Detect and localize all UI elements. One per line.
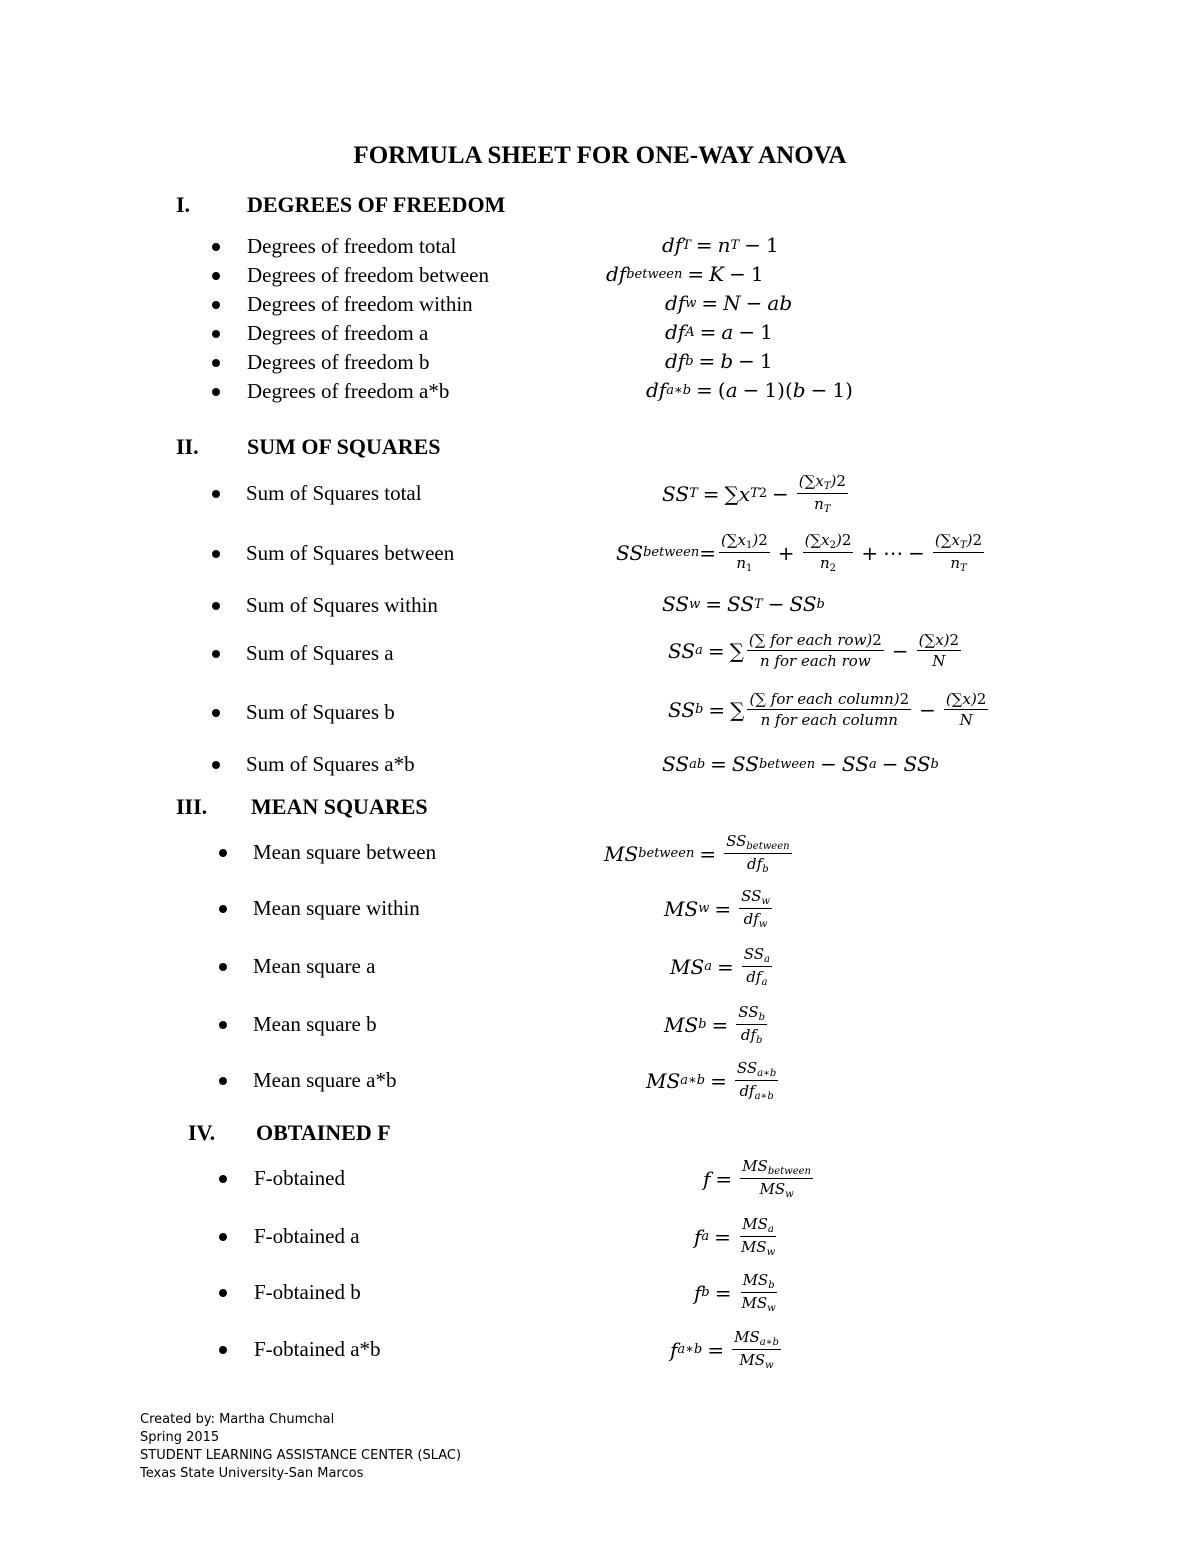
formula-df-between: df between = K − 1 [606,262,764,286]
bullet-icon [212,243,220,251]
formula-ms-between: MS between = $\frac{SS_{between}}{df_b}$ [604,832,790,875]
bullet-icon [219,905,227,913]
list-item: Sum of Squares b [246,700,395,724]
list-item: Sum of Squares a [246,641,394,665]
formula-ss-total: SS T = ∑ x T 2 − $\frac{(\sum x_T)2}{n_T}$ [662,472,846,515]
list-item: Degrees of freedom total [247,234,457,258]
bullet-icon [212,301,220,309]
bullet-icon [219,1289,227,1297]
bullet-icon [219,963,227,971]
list-item: F-obtained a [254,1224,360,1248]
section-number: I. [176,192,191,217]
list-item: Degrees of freedom b [247,350,430,374]
formula-df-a: df A = a − 1 [665,320,773,344]
section-title: MEAN SQUARES [251,794,428,819]
bullet-icon [212,602,220,610]
formula-ss-a: SS a = ∑ $\frac{\text{(∑ for each row)2}}{\text{n for each row}}$ − $\frac{(\sum x)2}{N}$ [668,631,960,670]
formula-ss-between: SS between = $\frac{(\sum x_1)2}{n_1}$ + $\frac{(\sum x_2)2}{n_2}$ + ⋯ − $\frac{(\sum x_T)2}{n_T}$ [616,531,983,574]
list-item: F-obtained [254,1166,345,1190]
bullet-icon [212,388,220,396]
bullet-icon [212,490,220,498]
bullet-icon [219,849,227,857]
list-item: Mean square within [253,896,420,920]
list-item: Degrees of freedom between [247,263,489,287]
section-title: OBTAINED F [256,1120,391,1145]
formula-ss-b: SS b = ∑ $\frac{\text{(∑ for each column)2}}{\text{n for each column}}$ − $\frac{(\sum x)2}{N}$ [668,690,987,729]
list-item: Sum of Squares a*b [246,752,415,776]
bullet-icon [219,1346,227,1354]
bullet-icon [212,272,220,280]
list-item: F-obtained b [254,1280,361,1304]
list-item: Mean square a*b [253,1068,397,1092]
formula-df-total: df T = n T − 1 [662,233,779,257]
footer-term: Spring 2015 [140,1430,220,1445]
list-item: Sum of Squares total [246,481,422,505]
bullet-icon [212,550,220,558]
bullet-icon [219,1233,227,1241]
section-number: III. [176,794,208,819]
section-title: SUM OF SQUARES [247,434,441,459]
formula-f-a: f a = $\frac{MS_a}{MS_w}$ [694,1215,776,1258]
page-title: FORMULA SHEET FOR ONE-WAY ANOVA [353,142,847,169]
bullet-icon [219,1175,227,1183]
list-item: Mean square b [253,1012,377,1036]
bullet-icon [212,709,220,717]
formula-ss-within: SS w = SS T − SS b [662,592,825,616]
bullet-icon [212,650,220,658]
list-item: Sum of Squares between [246,541,455,565]
footer-author: Created by: Martha Chumchal [140,1412,335,1427]
formula-f-ab: f a∗b = $\frac{MS_{a∗b}}{MS_w}$ [670,1328,779,1371]
list-item: Mean square a [253,954,376,978]
footer-university: Texas State University-San Marcos [140,1466,364,1481]
bullet-icon [219,1077,227,1085]
formula-f-b: f b = $\frac{MS_b}{MS_w}$ [694,1271,776,1314]
list-item: Degrees of freedom within [247,292,473,316]
section-title: DEGREES OF FREEDOM [247,192,506,217]
formula-df-within: df w = N − ab [665,291,793,315]
section-number: IV. [188,1120,216,1145]
list-item: Mean square between [253,840,437,864]
formula-ms-within: MS w = $\frac{SS_w}{df_w}$ [664,887,770,930]
formula-df-b: df b = b − 1 [665,349,773,373]
list-item: Degrees of freedom a*b [247,379,450,403]
bullet-icon [212,330,220,338]
bullet-icon [212,761,220,769]
list-item: Sum of Squares within [246,593,438,617]
list-item: F-obtained a*b [254,1337,381,1361]
formula-ms-ab: MS a∗b = $\frac{SS_{a∗b}}{df_{a∗b}}$ [646,1059,777,1102]
section-number: II. [176,434,199,459]
formula-ms-a: MS a = $\frac{SS_a}{df_a}$ [670,945,770,988]
bullet-icon [212,359,220,367]
list-item: Degrees of freedom a [247,321,429,345]
formula-f-obtained: f = $\frac{MS_{between}}{MS_w}$ [703,1157,811,1200]
footer-center: STUDENT LEARNING ASSISTANCE CENTER (SLAC) [140,1448,462,1463]
formula-ms-b: MS b = $\frac{SS_b}{df_b}$ [664,1003,765,1046]
bullet-icon [219,1021,227,1029]
formula-df-ab: df a∗b = ( a − 1)( b − 1) [646,378,853,402]
formula-ss-ab: SS ab = SS between − SS a − SS b [662,752,939,776]
footer [140,1411,461,1483]
